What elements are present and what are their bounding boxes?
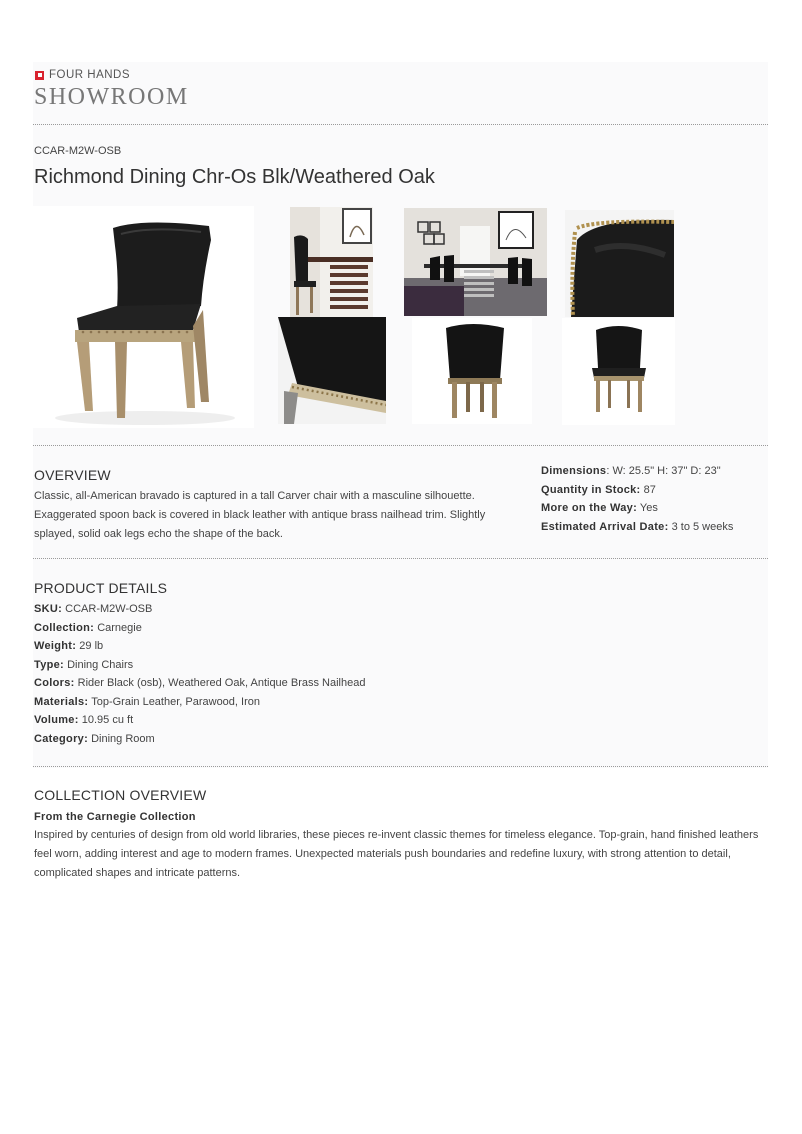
detail-collection: Collection: Carnegie [34, 621, 142, 634]
product-title: Richmond Dining Chr-Os Blk/Weathered Oak [34, 166, 435, 188]
detail-sku: SKU: CCAR-M2W-OSB [34, 603, 153, 615]
spec-quantity-in-stock: Quantity in Stock: 87 [541, 483, 656, 496]
detail-weight: Weight: 29 lb [34, 640, 104, 652]
spec-list [541, 462, 733, 536]
product-image-front-view[interactable] [562, 318, 675, 425]
spec-estimated-arrival: Estimated Arrival Date: 3 to 5 weeks [541, 520, 734, 533]
brand-logo [35, 69, 130, 81]
brand-name: FOUR HANDS [49, 69, 131, 81]
product-details-list [34, 600, 365, 748]
detail-type: Type: Dining Chairs [34, 658, 134, 671]
spec-more-on-the-way: More on the Way: Yes [541, 502, 658, 514]
brand-square-icon [35, 71, 44, 80]
collection-text: Inspired by centuries of design from old world libraries, these pieces re-invent classic themes for timeless elegance. Top-grain, hand finished leathers feel worn, adding interest and age to modern frames. Unexpected materials push boundaries and redefine luxury, with strong attention to detail, complicated shapes and intricate patterns. [34, 829, 759, 879]
divider [33, 766, 768, 767]
collection-overview-heading: COLLECTION OVERVIEW [34, 787, 207, 803]
spec-dimensions: Dimensions: W: 25.5" H: 37" D: 23" [541, 465, 721, 477]
overview-heading: OVERVIEW [34, 467, 111, 483]
product-image-nailhead-detail[interactable] [565, 210, 674, 317]
product-sku: CCAR-M2W-OSB [34, 145, 122, 157]
detail-colors: Colors: Rider Black (osb), Weathered Oak, Antique Brass Nailhead [34, 677, 366, 689]
divider [33, 124, 768, 125]
divider [33, 558, 768, 559]
product-details-heading: PRODUCT DETAILS [34, 580, 168, 596]
collection-subheading: From the Carnegie Collection [34, 811, 196, 823]
product-image-dining-room[interactable] [404, 208, 547, 316]
divider [33, 445, 768, 446]
product-image-back-view[interactable] [412, 318, 532, 424]
brand-subtitle: SHOWROOM [34, 84, 189, 110]
detail-category: Category: Dining Room [34, 732, 155, 745]
detail-volume: Volume: 10.95 cu ft [34, 714, 134, 726]
product-image-leather-closeup[interactable] [278, 317, 386, 424]
overview-text: Classic, all-American bravado is captured in a tall Carver chair with a masculine silhouette. Exaggerated spoon back is covered in black leather with antique brass nailhead trim. Slightly splayed, solid oak legs echo the shape of the back. [34, 490, 486, 540]
product-image-room-side[interactable] [290, 207, 373, 317]
detail-materials: Materials: Top-Grain Leather, Parawood, Iron [34, 695, 260, 708]
product-image-main[interactable] [33, 206, 254, 428]
